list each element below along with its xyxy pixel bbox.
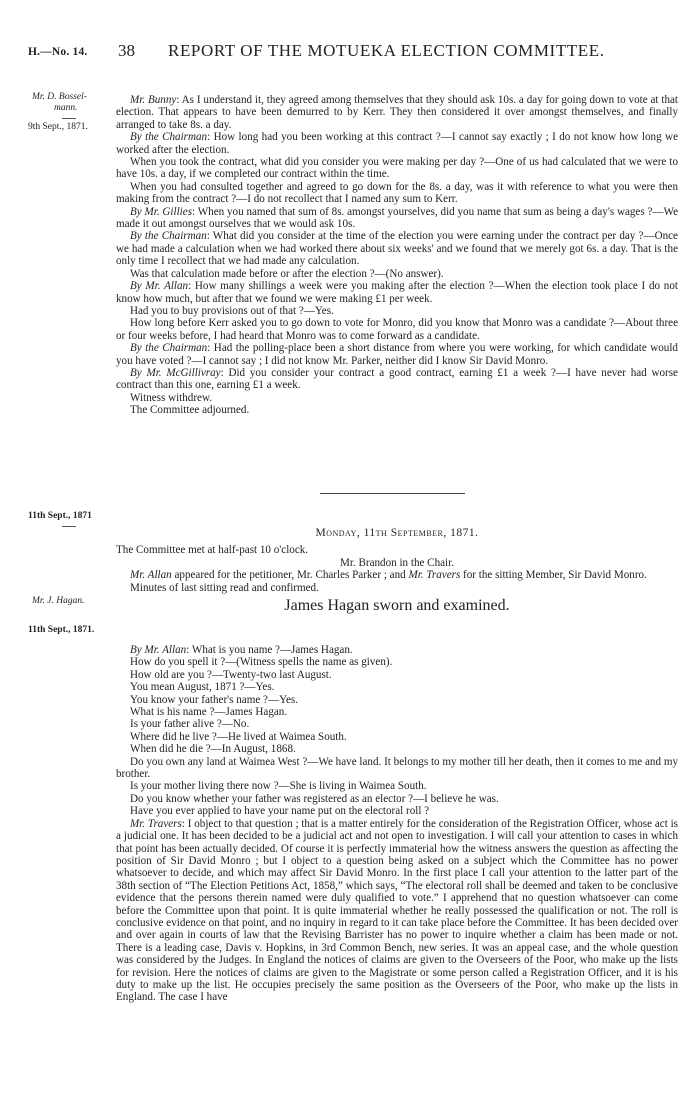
paragraph-text: : What did you consider at the time of the election you were earning under the contract per day ?—Once we had made a calculation when we had worked there about six weeks' and we found that we merely got 6s. a day. That is the only time I recollect that we had made any calculation. (116, 230, 678, 268)
paragraph-text: Do you own any land at Waimea West ?—We have land. It belongs to my mother till her death, then it comes to me and my brother. (116, 755, 678, 781)
testimony-paragraph (116, 743, 678, 755)
paragraph-text: How do you spell it ?—(Witness spells the name as given). (130, 656, 393, 669)
speaker: By Mr. Gillies (130, 205, 193, 218)
testimony-paragraph (116, 181, 678, 206)
paragraph-text: : Had the polling-place been a short distance from where you were working, for which candidate would you have voted ?—I cannot say ; I did not know Mr. Parker, neither did I know Sir David Monro. (116, 342, 678, 367)
testimony-paragraph (116, 694, 678, 706)
report-title: REPORT OF THE MOTUEKA ELECTION COMMITTEE. (168, 41, 605, 60)
paragraph-text: : When you named that sum of 8s. amongst yourselves, did you name that sum as being a day's wages ?—We made it out amongst ourselves that we would ask 10s. (116, 205, 679, 231)
speaker: Mr. Travers (130, 817, 182, 830)
page-header (28, 40, 678, 62)
testimony-paragraph (116, 793, 678, 805)
paragraph-text: : How long had you been working at this contract ?—I cannot say exactly ; I do not know how long we worked after the election. (116, 131, 678, 156)
margin-note-witness-1 (28, 92, 106, 133)
testimony-paragraph (116, 268, 678, 280)
speaker: Mr. Bunny (130, 94, 177, 106)
testimony-paragraph (116, 818, 678, 1004)
testimony-paragraph (116, 305, 678, 317)
testimony-paragraph (116, 131, 678, 156)
document-number: H.—No. 14. (28, 46, 88, 58)
testimony-paragraph (116, 681, 678, 693)
testimony-section-1 (116, 94, 678, 417)
margin-note-witness-2 (28, 596, 106, 607)
margin-date: 9th Sept., 1871. (28, 122, 88, 132)
testimony-paragraph (116, 342, 678, 367)
testimony-paragraph (116, 731, 678, 743)
paragraph-text: : What is you name ?—James Hagan. (186, 644, 353, 656)
testimony-paragraph (116, 644, 678, 656)
testimony-paragraph (116, 280, 678, 305)
paragraph-text: : As I understand it, they agreed among themselves that they should ask 10s. a day for going down to vote at that election. That appears to have been demurred to by Kerr. They then considered it over amongst themselves, and finally arranged to take 8s. a day. (116, 94, 679, 131)
paragraph-text: When you took the contract, what did you consider you were making per day ?—One of us had calculated that we were to have 10s. a day, if we completed our contract within the time. (116, 156, 678, 181)
paragraph-text: How old are you ?—Twenty-two last August. (130, 668, 332, 681)
paragraph-text: : How many shillings a week were you making after the election ?—When the election took place I do not know how much, but after that we found we were making £1 per week. (116, 280, 678, 305)
section-divider (320, 493, 465, 494)
margin-date: 11th Sept., 1871 (28, 511, 92, 521)
paragraph-text: Do you know whether your father was registered as an elector ?—I believe he was. (130, 792, 499, 805)
testimony-paragraph (116, 317, 678, 342)
appearances: Mr. Allan appeared for the petitioner, Mr. Charles Parker ; and Mr. Travers for the sitting Member, Sir David Monro. (130, 569, 647, 582)
testimony-paragraph (116, 656, 678, 668)
testimony-paragraph (116, 669, 678, 681)
margin-date: 11th Sept., 1871. (28, 625, 95, 635)
paragraph-text: What is his name ?—James Hagan. (130, 706, 288, 719)
paragraph-text: You know your father's name ?—Yes. (130, 693, 298, 706)
testimony-paragraph (116, 756, 678, 781)
speaker: By Mr. Allan (130, 280, 189, 293)
paragraph-text: Is your father alive ?—No. (130, 718, 250, 731)
testimony-paragraph (116, 206, 678, 231)
speaker: By the Chairman (130, 230, 207, 243)
speaker: By the Chairman (130, 131, 208, 144)
testimony-paragraph (116, 706, 678, 718)
testimony-paragraph (116, 367, 678, 392)
margin-witness-name: Mr. J. Hagan. (32, 596, 85, 606)
speaker: By Mr. McGillivray (130, 366, 221, 379)
paragraph-text: When did he die ?—In August, 1868. (130, 743, 296, 756)
paragraph-text: Witness withdrew. (130, 391, 213, 404)
margin-dash (62, 118, 76, 119)
margin-note-date-2 (28, 511, 106, 530)
page-number: 38 (118, 41, 135, 60)
paragraph-text: Is your mother living there now ?—She is living in Waimea South. (130, 780, 427, 793)
margin-dash (62, 526, 76, 527)
margin-witness-name: Mr. D. Bossel- (32, 92, 87, 102)
testimony-paragraph (116, 156, 678, 181)
paragraph-text: : Did you consider your contract a good contract, earning £1 a week ?—I have never had worse contract than this one, earning £1 a week. (116, 366, 678, 392)
speaker: By the Chairman (130, 342, 208, 355)
margin-witness-name-cont: mann. (54, 103, 78, 113)
paragraph-text: The Committee adjourned. (130, 404, 250, 417)
witness-heading: James Hagan sworn and examined. (284, 597, 510, 615)
paragraph-text: Where did he live ?—He lived at Waimea South. (130, 730, 347, 743)
testimony-section-2 (116, 644, 678, 1004)
minutes-line: Minutes of last sitting read and confirmed. (130, 581, 319, 594)
committee-met: The Committee met at half-past 10 o'clock. (116, 544, 309, 557)
sitting-header (116, 527, 678, 616)
testimony-paragraph (116, 230, 678, 267)
margin-note-date-3 (28, 625, 106, 636)
testimony-paragraph (116, 404, 678, 416)
paragraph-text: You mean August, 1871 ?—Yes. (130, 681, 275, 694)
paragraph-text: : I object to that question ; that is a matter entirely for the consideration of the Registration Officer, whose act is a judicial one. It has been decided to be a judicial act and not open to investigation. I will call your attention to cases in which that point has been actually decided. Of course it is perfectly immaterial how the witness answers the question as affecting the position of Sir David Monro ; but I object to a question being asked on a subject which the Committee has no power whatsoever to decide, and which may affect Sir David Monro. In the first place I call your attention to the latter part of the 38th section of “The Election Petitions Act, 1858,” which says, “The electoral roll shall be deemed and taken to be conclusive evidence that the persons therein named were duly qualified to vote.” I apprehend that no question whatsoever can come before the Committee upon that point. It is quite immaterial whether he really possessed the qualification or not. The roll is conclusive evidence on that point, and no inquiry in regard to it can take place before the Committee. It has been decided over and over again in courts of law that the Revising Barrister has no power to inquire whether a claim has been made or not. There is a leading case, Davis v. Hopkins, in 3rd Common Bench, new series. It was an appeal case, and the whole question was considered by the Judges. In England the notices of claims are given to the Overseers of the Poor, who make up the lists for revision. Here the notices of claims are given to the Magistrate or some person called a Registration Officer, and it is his duty to make up the list. He occupies precisely the same position as the Overseers of the Poor, who make up the lists in England. The case I have (116, 817, 678, 1004)
paragraph-text: How long before Kerr asked you to go down to vote for Monro, did you know that Monro was a candidate ?—About three or four weeks before, I had heard that Monro was to come forward as a candidate. (116, 317, 678, 342)
paragraph-text: Had you to buy provisions out of that ?—Yes. (130, 304, 334, 317)
paragraph-text: When you had consulted together and agreed to go down for the 8s. a day, was it with reference to what you were then making from the contract ?—I do not recollect that I named any sum to Kerr. (116, 180, 678, 206)
testimony-paragraph (116, 94, 678, 131)
paragraph-text: Was that calculation made before or after the election ?—(No answer). (130, 267, 444, 280)
testimony-paragraph (116, 780, 678, 792)
sitting-date: Monday, 11th September, 1871. (315, 527, 479, 539)
chair-line: Mr. Brandon in the Chair. (339, 556, 454, 569)
testimony-paragraph (116, 718, 678, 730)
testimony-paragraph (116, 392, 678, 404)
speaker: By Mr. Allan (130, 644, 187, 656)
paragraph-text: Have you ever applied to have your name put on the electoral roll ? (130, 805, 430, 818)
testimony-paragraph (116, 805, 678, 817)
